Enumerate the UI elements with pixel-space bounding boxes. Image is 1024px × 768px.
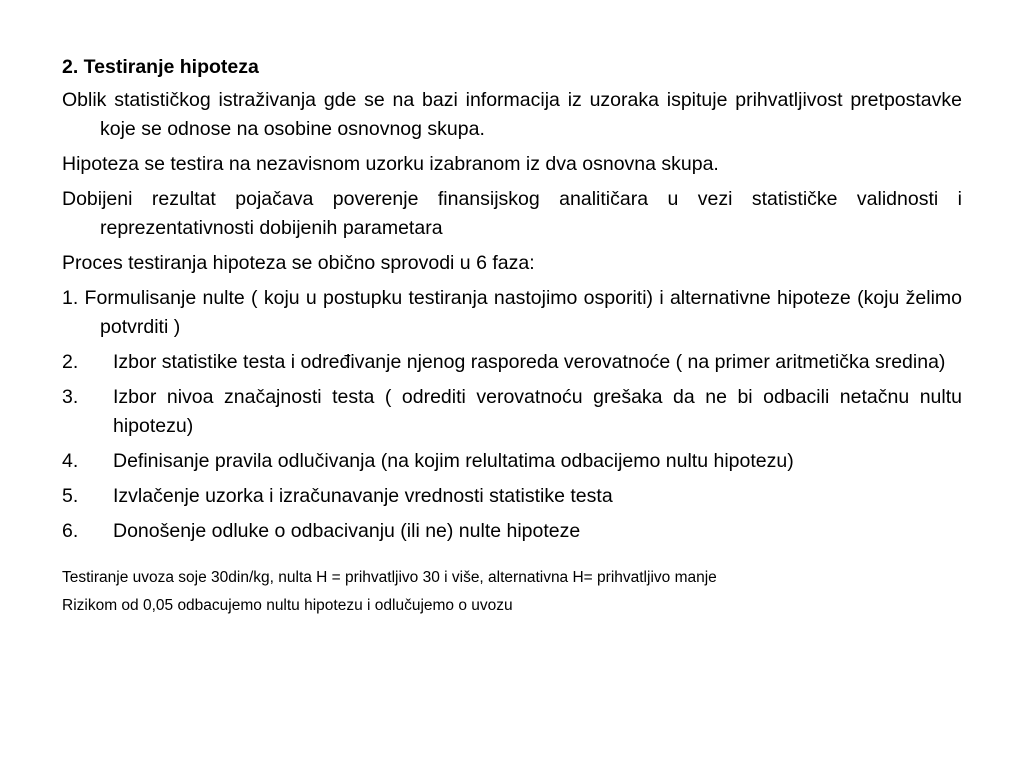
step-text: Donošenje odluke o odbacivanju (ili ne) nulte hipoteze — [113, 520, 581, 542]
step-item — [62, 383, 962, 441]
step-text: Definisanje pravila odlučivanja (na kojim relultatima odbacijemo nultu hipotezu) — [113, 450, 794, 472]
step-item — [62, 348, 962, 377]
step-number: 5. — [62, 485, 79, 507]
process-intro-paragraph: Proces testiranja hipoteza se obično sprovodi u 6 faza: — [62, 252, 535, 274]
step-text: Izvlačenje uzorka i izračunavanje vrednosti statistike testa — [113, 485, 613, 507]
step-number: 3. — [62, 386, 79, 408]
definition-paragraph: Oblik statističkog istraživanja gde se na bazi informacija iz uzoraka ispituje prihvatljivost pretpostavke koje se odnose na osobine osnovnog skupa. — [62, 89, 962, 140]
result-paragraph: Dobijeni rezultat pojačava poverenje finansijskog analitičara u vezi statističke validnosti i reprezentativnosti dobijenih parametara — [62, 188, 962, 239]
step-item — [62, 517, 962, 546]
step-1-paragraph: 1. Formulisanje nulte ( koju u postupku testiranja nastojimo osporiti) i alternativne hipoteze (koju želimo potvrditi ) — [62, 287, 962, 338]
step-number: 2. — [62, 351, 79, 373]
step-text: Izbor nivoa značajnosti testa ( odrediti verovatnoću grešaka da ne bi odbacili netačnu nultu hipotezu) — [113, 386, 962, 437]
risk-note: Rizikom od 0,05 odbacujemo nultu hipotezu i odlučujemo o uvozu — [62, 597, 513, 614]
slide-content — [62, 52, 962, 620]
step-number: 4. — [62, 450, 79, 472]
example-note: Testiranje uvoza soje 30din/kg, nulta H = prihvatljivo 30 i više, alternativna H= prihvatljivo manje — [62, 569, 717, 586]
step-text: Izbor statistike testa i određivanje njenog rasporeda verovatnoće ( na primer aritmetička sredina) — [113, 351, 946, 373]
step-item — [62, 482, 962, 511]
step-item — [62, 447, 962, 476]
slide-title: 2. Testiranje hipoteza — [62, 56, 259, 78]
step-number: 6. — [62, 520, 79, 542]
sample-paragraph: Hipoteza se testira na nezavisnom uzorku izabranom iz dva osnovna skupa. — [62, 153, 719, 175]
